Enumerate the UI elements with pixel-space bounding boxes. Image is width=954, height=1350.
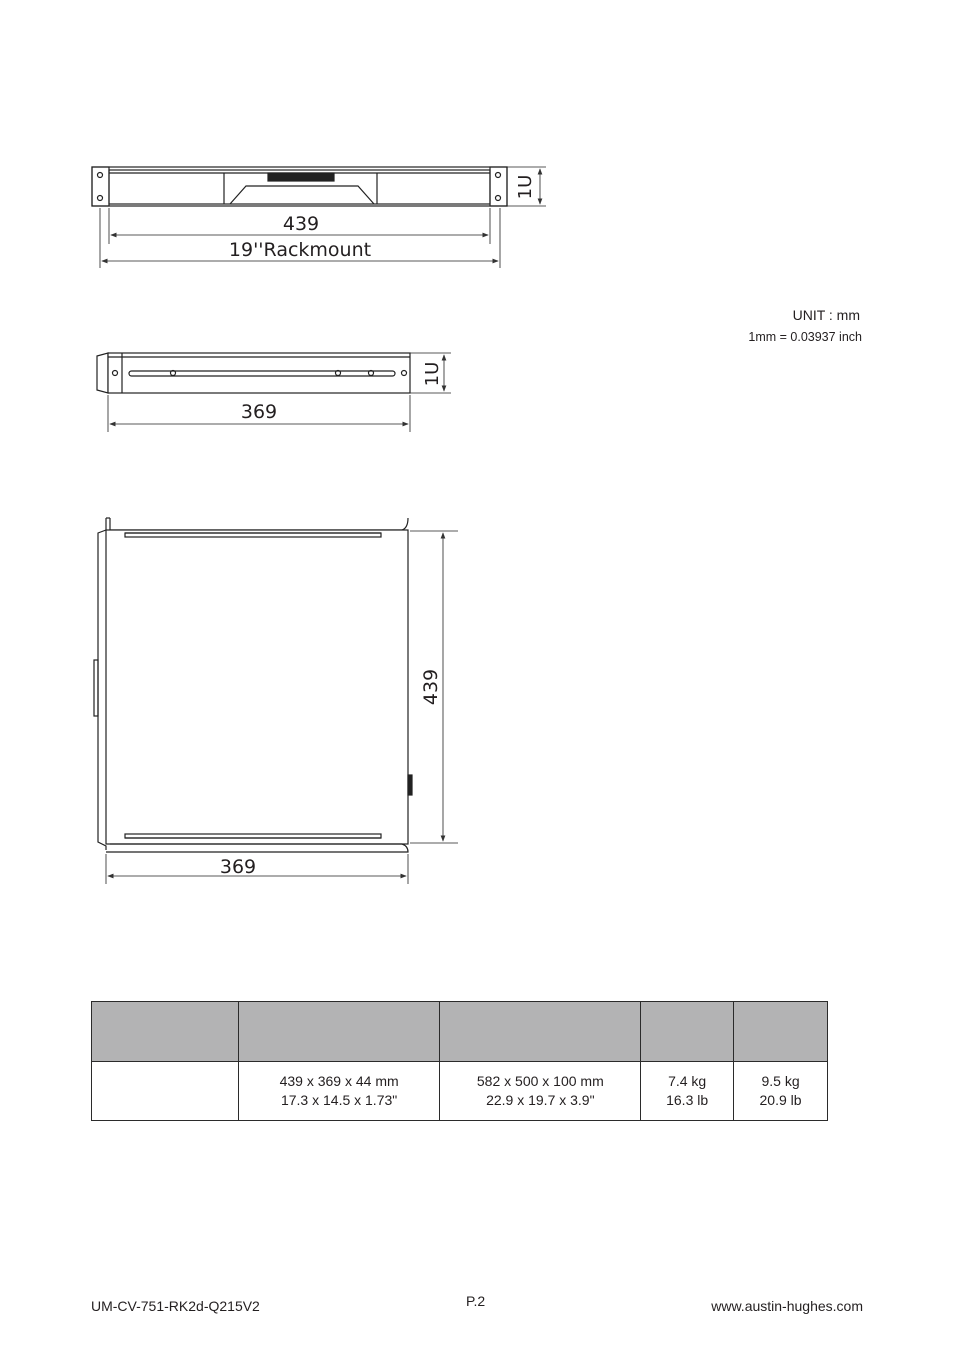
- footer-doc-id: UM-CV-751-RK2d-Q215V2: [91, 1298, 260, 1314]
- gross-weight-cell: [734, 1062, 828, 1121]
- net-weight-lb: 16.3 lb: [666, 1092, 709, 1108]
- front-height-label: 1U: [515, 174, 536, 200]
- dimension-cell: [238, 1062, 440, 1121]
- header-cell: [734, 1002, 828, 1062]
- model-cell: [92, 1062, 239, 1121]
- front-rack-label: 19''Rackmount: [228, 239, 372, 261]
- header-cell: [440, 1002, 641, 1062]
- top-view-drawing: [94, 518, 458, 884]
- top-width-label: 439: [420, 668, 442, 706]
- unit-label: UNIT : mm: [792, 307, 860, 323]
- unit-conversion: 1mm = 0.03937 inch: [748, 330, 862, 344]
- header-cell: [92, 1002, 239, 1062]
- dimension-in: 17.3 x 14.5 x 1.73": [280, 1092, 398, 1108]
- net-weight-kg: 7.4 kg: [668, 1073, 707, 1089]
- front-width-label: 439: [282, 213, 320, 235]
- gross-weight-kg: 9.5 kg: [761, 1073, 800, 1089]
- header-cell: [238, 1002, 440, 1062]
- footer-website: www.austin-hughes.com: [711, 1298, 863, 1314]
- dimension-mm: 439 x 369 x 44 mm: [279, 1073, 399, 1089]
- spec-table-header-row: [92, 1002, 828, 1062]
- table-row: [92, 1062, 828, 1121]
- side-height-label: 1U: [422, 361, 443, 387]
- spec-table: [91, 1001, 828, 1121]
- footer-page-number: P.2: [466, 1293, 486, 1309]
- package-in: 22.9 x 19.7 x 3.9": [486, 1092, 595, 1108]
- net-weight-cell: [641, 1062, 734, 1121]
- header-cell: [641, 1002, 734, 1062]
- top-depth-label: 369: [219, 856, 257, 878]
- package-cell: [440, 1062, 641, 1121]
- package-mm: 582 x 500 x 100 mm: [476, 1073, 604, 1089]
- side-depth-label: 369: [240, 401, 278, 423]
- gross-weight-lb: 20.9 lb: [759, 1092, 802, 1108]
